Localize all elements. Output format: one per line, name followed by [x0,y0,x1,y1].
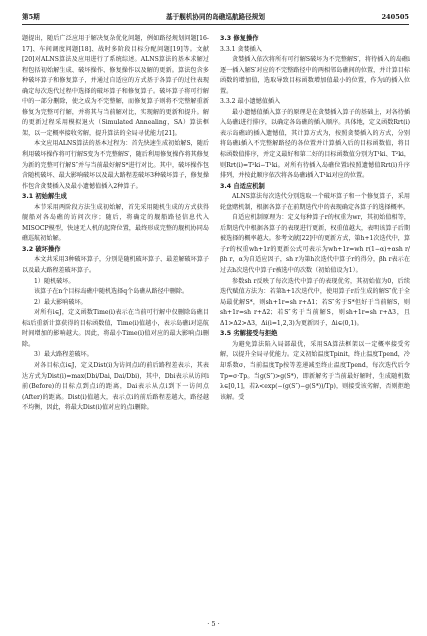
paragraph: 参数sh r反映了每次迭代中算子的表现优劣，其初始值为0，后续迭代赋值方法为：若第h+1次迭代中，使用算子r后生成的解S″优于全局最优解S*，则sh+1r=sh r+Δ1；若S″劣于S*但好于当前解S，则sh+1r=sh r+Δ2；若S″劣于当前解S，则sh+1r=sh r+Δ3，且Δ1>Δ2>Δ3，Δi(i=1,2,3)为更新因子，Δi∈(0,1)。 [220,277,410,327]
paragraph: 该算子在n个目标岛礁中随机选择q个岛礁从路径中删除。 [34,288,189,296]
subsection-heading: 3.3.1 贪婪插入 [220,45,262,53]
section-heading: 3.3 修复操作 [220,35,259,42]
list-item-label: 1）随机破坏。 [34,277,75,285]
article-code: 240505 [381,13,409,21]
page-number: · 5 · [207,620,220,628]
paragraph: 为避免算法陷入局部最优，采用SA算法框架以一定概率接受劣解，以提升全局寻优能力。定义初始温度Tpinit，终止温度Tpend，冷却系数σ，当前温度Tp按等差递减至终止温度Tpend，每次迭代后令Tp=σ·Tp。当g(S″)>g(S*)，即新解劣于当前最好解时，生成随机数λ∈[0,1]，若λ<exp(−(g(S″)−g(S*))/Tp)，则接受该劣解，否则拒绝该解。受 [220,340,410,401]
paragraph: 贪婪插入依次将所有可行解S破坏为不完整解S′，将待插入的岛礁i逐一插入解S′对应的不完整路径中的两相邻岛礁间的位置，并计算目标函数的增加值，选取导致目标函数增加值最小的位置，作为i的插入位置。 [220,56,410,95]
journal-article-title: 基于舰机协同的岛礁巡航路径规划 [166,13,265,21]
paragraph: 对所有i∈J，定义函数Time(i)表示在当前可行解中仅删除岛礁目标i后重新计算获得的目标函数值，Time(i)值越小，表示岛礁i对巡航时间增加的影响越大。因此，将最小Time(i)值对应的最大影响点i删除。 [22,309,209,348]
paragraph: 对各目标点i∈J，定义Dist(i)为访问点i的前后路程差表示，其表达方式为Dist(i)=max(Dbi/Dai, Dai/Dbi)，其中，Dbi表示从访问i前(Before)的目标点到点i的距离，Dai表示从点i到下一访问点(After)的距离。Dist(i)值越大，表示点i的前后路程差越大，路径越不均衡，因此，将最大Dist(i)值对应的点i删除。 [22,361,209,412]
paragraph: 本文共采用3种破坏算子，分别是随机破坏算子、最差解破坏算子以及最大路程差破坏算子。 [22,256,209,275]
section-heading: 3.2 破坏操作 [22,245,61,253]
running-header [22,10,409,25]
paragraph: 本节采用两阶段方法生成初始解，首先采用随机生成的方式获得舰船对各岛礁的访问次序；随后，将确定的舰船路径信息代入MISOCP模型，快速无人机的起降位置，最终形成完整的舰机协同岛礁巡航初始解。 [22,203,209,243]
section-heading: 3.4 自适应机制 [220,182,265,190]
section-heading: 3.1 初始解生成 [22,193,67,201]
right-column [220,34,410,403]
issue-label: 第5期 [22,13,40,21]
paragraph: 自适应机制原理为：定义每种算子r的权重为wr，其初始值相等，后期迭代中根据各算子的表现进行更新，权重值越大，表明该算子后期被选择的概率越大。参考文献[22]中的更新方式，第h+1次迭代中，算子r的权重wh+1r的更新公式可表示为wh+1r=wh r(1−α)+αsh r/βh r，α为自适应因子，sh r为第h次迭代中算子r的得分，βh r表示在过去h次迭代中算子r被选中的次数（初始值设为1）。 [220,214,410,275]
left-column [22,34,209,414]
section-heading: 3.5 劣解接受与拒绝 [220,330,278,338]
list-item-label: 3）最大路程差破坏。 [34,351,93,359]
list-item-label: 2）最大影响破坏。 [34,298,87,306]
paragraph: 本文应用ALNS算法的基本过程为：首先快速生成初始解S，随后利用破坏操作将可行解S变为不完整解S′，随后利用修复操作将其修复为新的完整可行解S″并与当前最好解S*进行对比。其中，破坏操作包含随机破坏、最大影响破坏以及最大路程差破坏3种破坏算子，修复操作包含贪婪插入及最小遗憾值插入2种算子。 [22,140,209,190]
paragraph: 最小遗憾值插入算子的原理是在贪婪插入算子的基础上，对各待插入岛礁i进行排序，以确定各岛礁的插入顺序。具体地，定义函数Rrt(i)表示岛礁i的插入遗憾值，其计算方式为，按照贪婪插入的方式，分别将岛礁i插入不完整解路径的各位置并计算插入后的目标函数值，将目标函数值排序，并定义最好和第二好的目标函数值分别为T¹ki、T²ki，则Rrt(i)=T²ki−T¹ki。对所有待插入岛礁位置i按照遗憾值Rrt(i)升序排列，并按此顺序依次将各岛礁i插入T¹ki对应的位置。 [220,108,410,180]
subsection-heading: 3.3.2 最小遗憾值插入 [220,98,281,106]
paragraph: ALNS算法每次迭代分别选取一个破坏算子和一个修复算子，采用轮盘赌机制，根据各算子在前期迭代中的表现确定各算子的选择概率。 [220,193,410,211]
paragraph: 题提出，随后广泛应用于解决复杂优化问题，例如路径规划问题[16-17]、车间调度问题[18]、战时多阶段目标分配问题[19]等。文献[20]对ALNS算法及应用进行了系统综述。ALNS算法的基本求解过程包括初始解生成、破坏操作、修复操作以及解的更新。算法包含多种破坏算子和修复算子，并通过自适应的方式基于各算子的过往表现确定每次迭代过程中选择的破坏算子和修复算子。破坏算子将可行解中的一部分删除，使之成为不完整解，而修复算子则将不完整解重新修复为完整可行解，并将其与当前解对比，实现解的更新和提升。解的更新过程采用模拟退火（Simulated Annealing，SA）算法框架，以一定概率接收劣解，提升算法的全局寻优能力[21]。 [22,35,209,137]
